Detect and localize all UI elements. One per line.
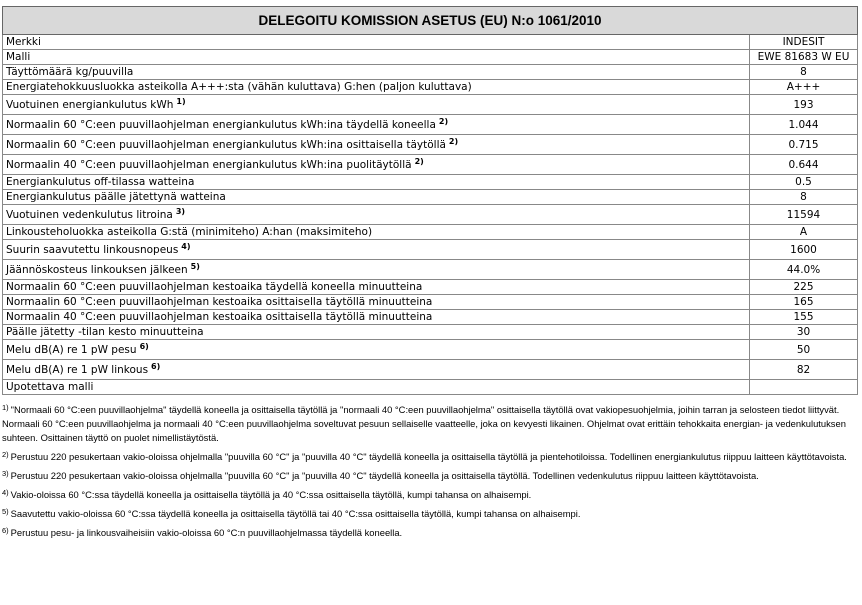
footnote-ref: 3)	[175, 206, 186, 216]
spec-label-text: Vuotuinen energiankulutus kWh	[6, 98, 174, 111]
footnote-ref: 4)	[181, 241, 191, 251]
spec-value: 1.044	[750, 115, 858, 135]
spec-label	[3, 135, 750, 155]
spec-label	[3, 310, 750, 325]
footnote-ref: 2)	[448, 136, 459, 146]
spec-label-text: Melu dB(A) re 1 pW linkous	[6, 363, 149, 376]
footnote-text: Perustuu 220 pesukertaan vakio-oloissa ohjelmalla "puuvilla 60 °C" ja "puuvilla 40 °C" täydellä koneella ja osittaisella täytöllä. Todellinen vedenkulutus riippuu laitteen käyttötavoista.	[10, 470, 759, 481]
spec-label-text: Melu dB(A) re 1 pW pesu	[6, 343, 137, 356]
footnote	[2, 526, 855, 540]
footnote-mark: 6)	[2, 526, 9, 535]
footnote-mark: 3)	[2, 469, 9, 478]
spec-value: 44.0%	[750, 260, 858, 280]
spec-row	[3, 95, 858, 115]
spec-label	[3, 260, 750, 280]
spec-label-text: Normaalin 60 °C:een puuvillaohjelman kestoaika täydellä koneella minuutteina	[6, 281, 423, 293]
footnote-text: "Normaali 60 °C:een puuvillaohjelma" täydellä koneella ja osittaisella täytöllä ja "normaali 40 °C:een puuvillaohjelma" osittaisella täytöllä ovat vakiopesuohjelmia, joihin tarran ja selosteen tiedot liittyvät. Normaali 60 °C:een puuvillaohjelma ja normaali 40 °C:een puuvillaohjelma soveltuvat pesuun sellaiselle vaatteelle, joka on kevyesti likainen. Ohjelmat ovat erittäin tehokkaita energian- ja vedenkulutuksen suhteen. Osittainen täyttö on puolet nimellistäytöstä.	[2, 404, 846, 443]
spec-value: EWE 81683 W EU	[750, 50, 858, 65]
spec-value: 50	[750, 340, 858, 360]
footnote-mark: 4)	[2, 488, 9, 497]
footnote-ref: 2)	[438, 116, 449, 126]
spec-label-text: Vuotuinen vedenkulutus litroina	[6, 208, 173, 221]
spec-row	[3, 340, 858, 360]
spec-label	[3, 360, 750, 380]
footnote-mark: 5)	[2, 507, 9, 516]
footnote-ref: 6)	[151, 361, 161, 371]
footnote	[2, 507, 855, 521]
spec-row	[3, 240, 858, 260]
spec-value: 0.715	[750, 135, 858, 155]
footnote-ref: 6)	[139, 341, 149, 351]
spec-label-text: Merkki	[6, 36, 41, 48]
spec-label	[3, 115, 750, 135]
spec-value: 8	[750, 190, 858, 205]
footnote	[2, 488, 855, 502]
spec-value: 8	[750, 65, 858, 80]
spec-label-text: Normaalin 60 °C:een puuvillaohjelman kestoaika osittaisella täytöllä minuutteina	[6, 296, 433, 308]
spec-value: 30	[750, 325, 858, 340]
spec-label-text: Energiankulutus päälle jätettynä watteina	[6, 191, 226, 203]
spec-value: 165	[750, 295, 858, 310]
spec-row	[3, 115, 858, 135]
spec-value: A+++	[750, 80, 858, 95]
regulation-sheet	[2, 6, 857, 545]
spec-label	[3, 65, 750, 80]
spec-row	[3, 80, 858, 95]
spec-label	[3, 280, 750, 295]
spec-label	[3, 35, 750, 50]
title-row	[3, 7, 858, 35]
spec-label-text: Suurin saavutettu linkousnopeus	[6, 243, 179, 256]
spec-row	[3, 35, 858, 50]
spec-label	[3, 205, 750, 225]
spec-value: 1600	[750, 240, 858, 260]
spec-value: 155	[750, 310, 858, 325]
spec-row	[3, 360, 858, 380]
spec-value: A	[750, 225, 858, 240]
spec-row	[3, 50, 858, 65]
spec-label-text: Upotettava malli	[6, 381, 94, 393]
spec-label-text: Täyttömäärä kg/puuvilla	[6, 66, 134, 78]
footnote-mark: 2)	[2, 450, 9, 459]
spec-row	[3, 65, 858, 80]
spec-label-text: Linkousteholuokka asteikolla G:stä (minimiteho) A:han (maksimiteho)	[6, 226, 373, 238]
spec-label-text: Jäännöskosteus linkouksen jälkeen	[6, 263, 188, 276]
footnote-mark: 1)	[2, 403, 9, 412]
spec-label	[3, 340, 750, 360]
spec-label-text: Energiatehokkuusluokka asteikolla A+++:sta (vähän kuluttava) G:hen (paljon kuluttava)	[6, 81, 472, 93]
spec-label	[3, 155, 750, 175]
spec-label	[3, 80, 750, 95]
spec-value: 0.644	[750, 155, 858, 175]
spec-row	[3, 380, 858, 395]
spec-row	[3, 260, 858, 280]
spec-row	[3, 280, 858, 295]
footnote-ref: 5)	[190, 261, 200, 271]
spec-row	[3, 175, 858, 190]
footnote-text: Vakio-oloissa 60 °C:ssa täydellä koneella ja osittaisella täytöllä ja 40 °C:ssa osittaisella täytöllä, kumpi tahansa on alhaisempi.	[10, 489, 532, 500]
footnotes	[2, 403, 855, 540]
spec-label-text: Normaalin 60 °C:een puuvillaohjelman energiankulutus kWh:ina täydellä koneella	[6, 118, 436, 131]
spec-label	[3, 175, 750, 190]
spec-row	[3, 310, 858, 325]
spec-label-text: Normaalin 40 °C:een puuvillaohjelman kestoaika osittaisella täytöllä minuutteina	[6, 311, 433, 323]
spec-value: 193	[750, 95, 858, 115]
spec-row	[3, 205, 858, 225]
footnote-text: Perustuu 220 pesukertaan vakio-oloissa ohjelmalla "puuvilla 60 °C" ja "puuvilla 40 °C" täydellä koneella ja osittaisella täytöllä ja pientehotiloissa. Todellinen energiankulutus riippuu laitteen käyttötavoista.	[10, 451, 847, 462]
spec-label	[3, 50, 750, 65]
spec-value	[750, 380, 858, 395]
spec-value: INDESIT	[750, 35, 858, 50]
product-fiche-table	[2, 6, 858, 395]
footnote-ref: 1)	[176, 96, 186, 106]
spec-label	[3, 295, 750, 310]
footnote	[2, 403, 855, 445]
spec-value: 225	[750, 280, 858, 295]
footnote	[2, 469, 855, 483]
spec-label	[3, 325, 750, 340]
spec-row	[3, 190, 858, 205]
spec-row	[3, 325, 858, 340]
spec-label-text: Normaalin 40 °C:een puuvillaohjelman energiankulutus kWh:ina puolitäytöllä	[6, 158, 412, 171]
footnote-text: Perustuu pesu- ja linkousvaiheisiin vakio-oloissa 60 °C:n puuvillaohjelmassa täydellä koneella.	[10, 527, 403, 538]
spec-label-text: Päälle jätetty -tilan kesto minuutteina	[6, 326, 204, 338]
spec-label	[3, 190, 750, 205]
spec-row	[3, 155, 858, 175]
spec-row	[3, 295, 858, 310]
spec-label	[3, 95, 750, 115]
spec-label-text: Normaalin 60 °C:een puuvillaohjelman energiankulutus kWh:ina osittaisella täytöllä	[6, 138, 446, 151]
footnote-ref: 2)	[414, 156, 424, 166]
spec-row	[3, 225, 858, 240]
spec-label-text: Malli	[6, 51, 31, 63]
spec-label	[3, 380, 750, 395]
spec-label	[3, 240, 750, 260]
spec-value: 82	[750, 360, 858, 380]
spec-label-text: Energiankulutus off-tilassa watteina	[6, 176, 195, 188]
spec-label	[3, 225, 750, 240]
footnote-text: Saavutettu vakio-oloissa 60 °C:ssa täydellä koneella ja osittaisella täytöllä tai 40 °C:ssa osittaisella täytöllä, kumpi tahansa on alhaisempi.	[10, 508, 581, 519]
spec-value: 0.5	[750, 175, 858, 190]
regulation-title: DELEGOITU KOMISSION ASETUS (EU) N:o 1061/2010	[3, 7, 858, 35]
spec-value: 11594	[750, 205, 858, 225]
footnote	[2, 450, 855, 464]
spec-row	[3, 135, 858, 155]
